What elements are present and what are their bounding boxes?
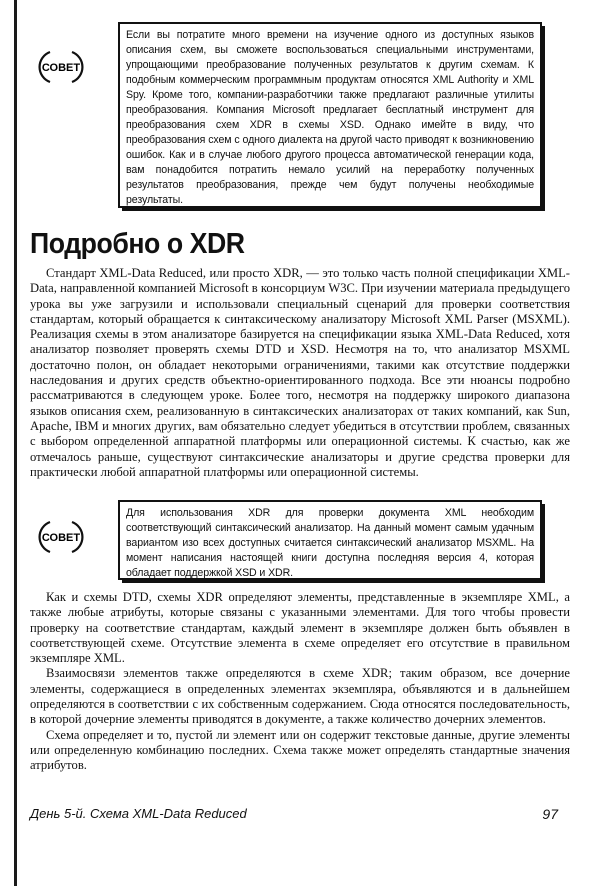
tip-text-2: Для использования XDR для проверки документа XML необходим соответствующий синтаксический анализатор. На данный момент самым удачным вариантом изо всех доступных считается синтаксический анализатор MSXML. На момент написания настоящей книги доступна последняя версия 4, которая обладает поддержкой XSD и XDR. xyxy=(126,507,534,579)
paragraph-2: Как и схемы DTD, схемы XDR определяют элементы, представленные в экземпляре XML, а также любые атрибуты, которые связаны с указанными элементами. Для того чтобы провести проверку на соответствие стандартам, каждый элемент в экземпляре должен быть объявлен в соответствующей схеме. Отсутствие элемента в схеме определяет его отсутствие в правильном экземпляре XML. xyxy=(30,590,570,666)
tip-box-1 xyxy=(118,22,542,208)
paragraph-3: Взаимосвязи элементов также определяются в схеме XDR; таким образом, все дочерние элементы, содержащиеся в определенных элементах экземпляра, объявляются и в дальнейшем определяются в соответствии с их собственным содержанием. Сюда относятся последовательность, в которой дочерние элементы приводятся в документе, а также количество дочерних элементов. xyxy=(30,666,570,727)
tip-icon xyxy=(30,46,92,88)
body-section-1 xyxy=(30,266,570,480)
tip-label: СОВЕТ xyxy=(41,532,81,544)
running-footer-title: День 5-й. Схема XML-Data Reduced xyxy=(30,806,247,821)
section-heading: Подробно о XDR xyxy=(30,228,245,260)
tip-label: СОВЕТ xyxy=(41,62,81,74)
tip-text-1: Если вы потратите много времени на изучение одного из доступных языков описания схем, вы сможете воспользоваться специальными инструментами, упрощающими преобразование полученных результатов к другим схемам. К подобным коммерческим программным продуктам относятся XML Authority и XML Spy. Кроме того, компании-разработчики также предлагают различные утилиты преобразования. Компания Microsoft предлагает бесплатный инструмент для преобразования схем XDR в схемы XSD. Однако имейте в виду, что преобразования схем с одного диалекта на другой часто приводят к возникновению ошибок. Как и в случае любого другого процесса автоматической генерации кода, вам понадобится потратить немало усилий на переработку полученных результатов преобразования, прежде чем будут получены необходимые результаты. xyxy=(126,29,534,206)
paragraph-1: Стандарт XML-Data Reduced, или просто XDR, — это только часть полной спецификации XML-Data, направленной компанией Microsoft в консорциум W3C. При изучении материала предыдущего урока вы уже загрузили и использовали специальный сценарий для проверки соответствия стандартам, который обращается к синтаксическому анализатору Microsoft XML Parser (MSXML). Реализация схемы в этом анализаторе базируется на спецификации языка XML-Data Reduced, хотя анализатор позволяет проверять схемы DTD и XSD. Несмотря на то, что анализатор MSXML достаточно полон, он обладает некоторыми ограничениями, такими как отсутствие поддержки наследования и других средств объектно-ориентированного подхода. Все эти нюансы подробно рассматриваются в следующем уроке. Более того, несмотря на поддержку широкого диапазона языков описания схем, реализованную в синтаксических анализаторах от таких компаний, как Sun, Apache, IBM и многих других, вам обязательно следует убедиться в отсутствии проблем, связанных с выбором определенной аппаратной платформы или операционной системы. К счастью, как же отмечалось раньше, существуют синтаксические анализаторы и другие средства проверки для практически любой аппаратной платформы или операционной системы. xyxy=(30,266,570,479)
body-section-2 xyxy=(30,590,570,774)
tip-box-2 xyxy=(118,500,542,580)
paragraph-4: Схема определяет и то, пустой ли элемент или он содержит текстовые данные, другие элементы или определенную комбинацию последних. Схема также может определять стандартные значения атрибутов. xyxy=(30,727,570,773)
tip-icon xyxy=(30,516,92,558)
page-number: 97 xyxy=(542,806,558,822)
page-edge-rule xyxy=(14,0,17,886)
